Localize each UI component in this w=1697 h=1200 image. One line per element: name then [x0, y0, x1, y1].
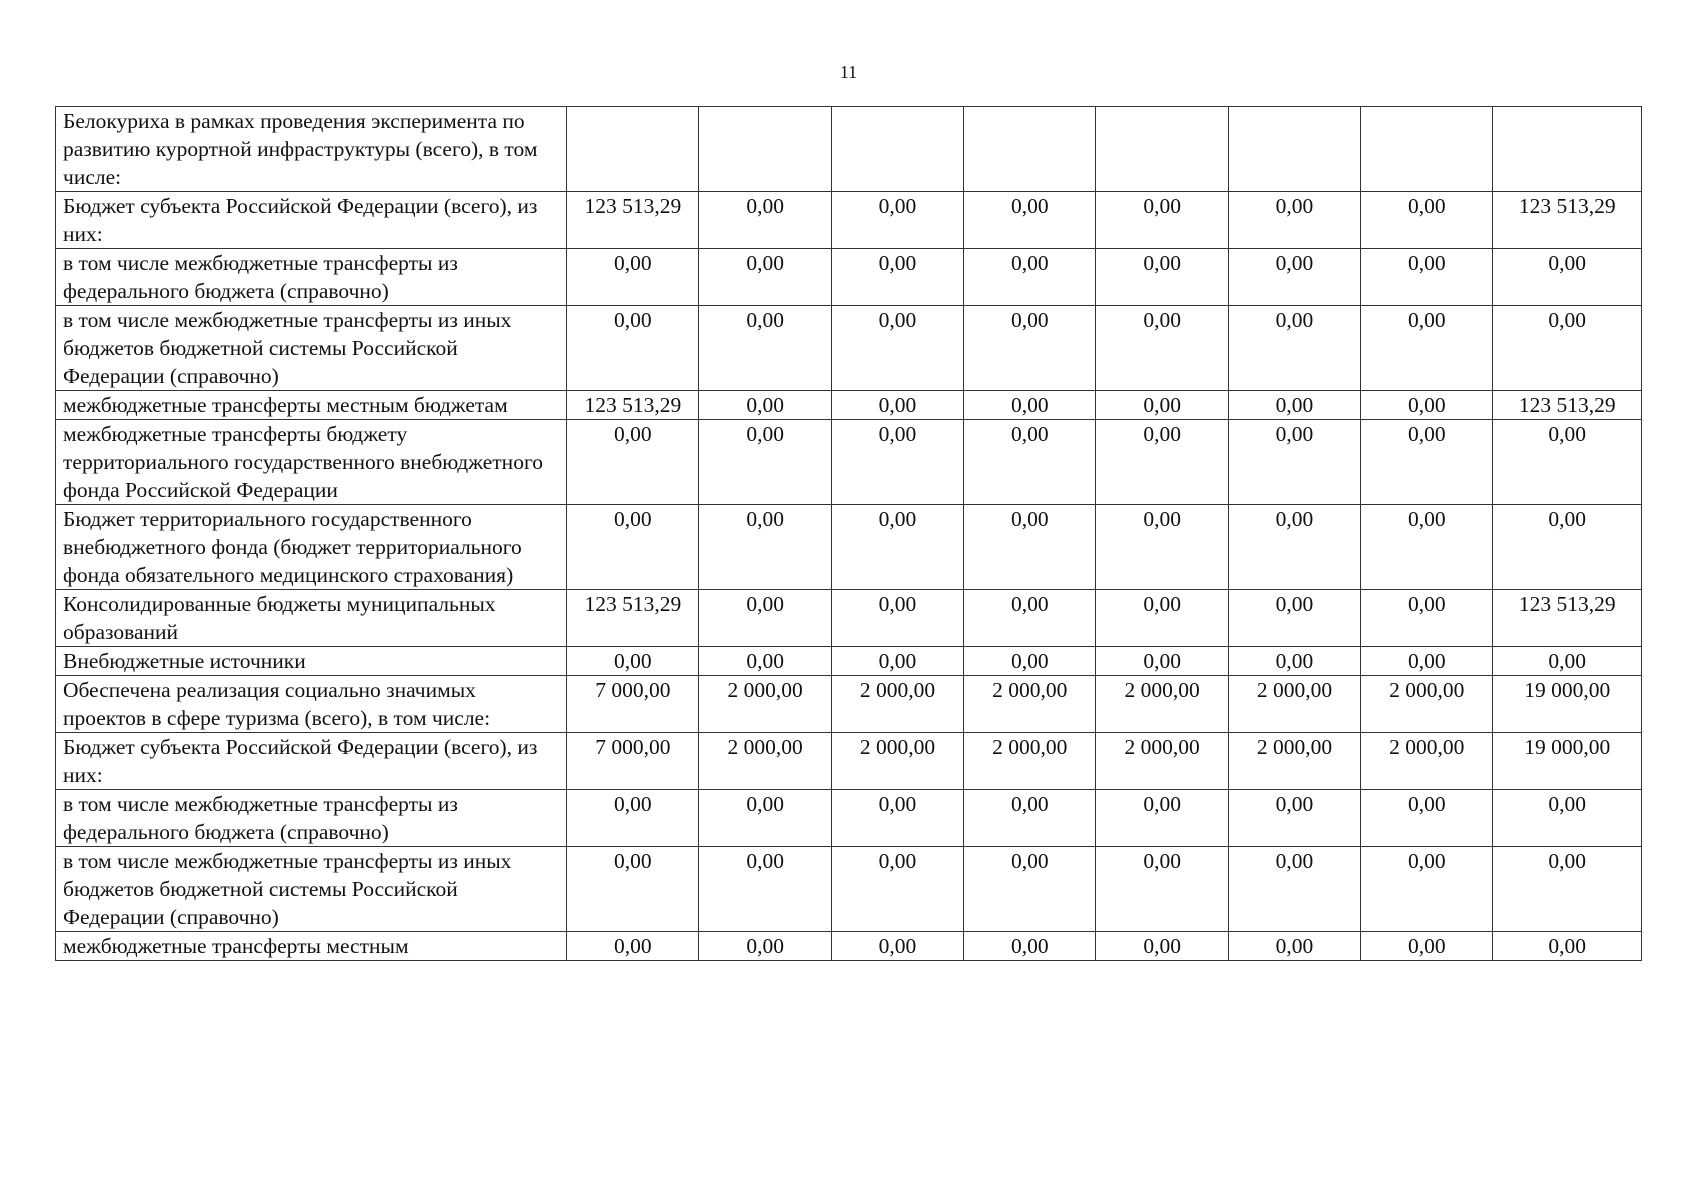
row-value-cell: 0,00 [831, 647, 963, 676]
table-row [56, 647, 1642, 676]
table-row [56, 932, 1642, 961]
row-value-cell [831, 107, 963, 192]
row-value-cell: 0,00 [567, 306, 699, 391]
table-row [56, 790, 1642, 847]
row-value-cell: 0,00 [1096, 590, 1228, 647]
row-value-cell: 0,00 [567, 790, 699, 847]
row-value-cell: 0,00 [831, 306, 963, 391]
row-value-cell: 2 000,00 [964, 676, 1096, 733]
row-value-cell: 0,00 [831, 249, 963, 306]
row-value-cell: 0,00 [699, 847, 831, 932]
row-value-cell: 0,00 [964, 932, 1096, 961]
row-value-cell: 0,00 [964, 790, 1096, 847]
row-value-cell: 0,00 [699, 505, 831, 590]
row-value-cell: 0,00 [964, 647, 1096, 676]
row-total-cell: 123 513,29 [1493, 192, 1642, 249]
row-value-cell: 0,00 [1361, 505, 1493, 590]
page-number: 11 [839, 62, 858, 82]
row-value-cell: 0,00 [964, 590, 1096, 647]
row-value-cell: 0,00 [1228, 391, 1360, 420]
budget-table [55, 106, 1642, 961]
row-value-cell: 0,00 [831, 391, 963, 420]
row-value-cell: 0,00 [1096, 192, 1228, 249]
row-value-cell: 0,00 [699, 590, 831, 647]
row-label: Бюджет субъекта Российской Федерации (всего), из них: [56, 192, 567, 249]
row-total-cell: 0,00 [1493, 306, 1642, 391]
row-value-cell: 0,00 [699, 647, 831, 676]
budget-table-body [56, 107, 1642, 961]
row-value-cell: 0,00 [1228, 590, 1360, 647]
row-value-cell: 2 000,00 [1361, 733, 1493, 790]
row-value-cell: 0,00 [699, 790, 831, 847]
row-value-cell: 0,00 [699, 391, 831, 420]
row-value-cell: 2 000,00 [831, 676, 963, 733]
row-value-cell: 0,00 [1096, 391, 1228, 420]
row-value-cell [1361, 107, 1493, 192]
row-label: межбюджетные трансферты бюджету территориального государственного внебюджетного фонда Российской Федерации [56, 420, 567, 505]
row-value-cell: 0,00 [567, 932, 699, 961]
row-value-cell: 0,00 [1361, 306, 1493, 391]
row-total-cell: 0,00 [1493, 249, 1642, 306]
row-value-cell: 0,00 [964, 847, 1096, 932]
row-label: Белокуриха в рамках проведения эксперимента по развитию курортной инфраструктуры (всего), в том числе: [56, 107, 567, 192]
row-value-cell: 0,00 [1361, 847, 1493, 932]
table-row [56, 733, 1642, 790]
row-label: Обеспечена реализация социально значимых проектов в сфере туризма (всего), в том числе: [56, 676, 567, 733]
row-label: в том числе межбюджетные трансферты из иных бюджетов бюджетной системы Российской Федерации (справочно) [56, 847, 567, 932]
row-total-cell: 0,00 [1493, 420, 1642, 505]
row-label: в том числе межбюджетные трансферты из федерального бюджета (справочно) [56, 790, 567, 847]
row-value-cell: 0,00 [831, 505, 963, 590]
row-value-cell: 0,00 [567, 505, 699, 590]
row-value-cell: 2 000,00 [1096, 676, 1228, 733]
row-value-cell: 0,00 [1096, 249, 1228, 306]
row-value-cell: 0,00 [964, 192, 1096, 249]
table-row [56, 249, 1642, 306]
row-value-cell: 0,00 [1361, 192, 1493, 249]
row-total-cell: 0,00 [1493, 847, 1642, 932]
row-value-cell: 0,00 [1361, 391, 1493, 420]
row-value-cell: 7 000,00 [567, 676, 699, 733]
row-value-cell [1096, 107, 1228, 192]
row-value-cell: 0,00 [567, 647, 699, 676]
table-row [56, 306, 1642, 391]
row-label: Бюджет территориального государственного внебюджетного фонда (бюджет территориального фонда обязательного медицинского страхования) [56, 505, 567, 590]
row-value-cell: 2 000,00 [1228, 733, 1360, 790]
table-row [56, 505, 1642, 590]
row-value-cell: 7 000,00 [567, 733, 699, 790]
table-row [56, 847, 1642, 932]
row-label: межбюджетные трансферты местным [56, 932, 567, 961]
row-value-cell: 0,00 [1361, 249, 1493, 306]
row-value-cell: 2 000,00 [699, 733, 831, 790]
row-total-cell: 0,00 [1493, 790, 1642, 847]
row-value-cell: 0,00 [1096, 647, 1228, 676]
row-value-cell: 0,00 [831, 847, 963, 932]
row-value-cell: 0,00 [1361, 647, 1493, 676]
row-label: Консолидированные бюджеты муниципальных образований [56, 590, 567, 647]
row-value-cell: 0,00 [567, 420, 699, 505]
row-value-cell: 2 000,00 [1228, 676, 1360, 733]
row-total-cell: 123 513,29 [1493, 391, 1642, 420]
row-value-cell: 0,00 [831, 420, 963, 505]
row-value-cell: 0,00 [699, 192, 831, 249]
row-value-cell: 0,00 [699, 932, 831, 961]
row-value-cell: 0,00 [567, 249, 699, 306]
row-value-cell: 0,00 [831, 590, 963, 647]
row-value-cell: 0,00 [699, 249, 831, 306]
table-row [56, 391, 1642, 420]
row-value-cell: 0,00 [1096, 505, 1228, 590]
row-value-cell: 123 513,29 [567, 590, 699, 647]
row-value-cell: 0,00 [964, 306, 1096, 391]
table-row [56, 676, 1642, 733]
table-row [56, 420, 1642, 505]
row-value-cell: 0,00 [699, 306, 831, 391]
row-value-cell: 0,00 [1228, 306, 1360, 391]
row-value-cell: 0,00 [831, 790, 963, 847]
row-label: в том числе межбюджетные трансферты из иных бюджетов бюджетной системы Российской Федерации (справочно) [56, 306, 567, 391]
row-value-cell: 123 513,29 [567, 192, 699, 249]
row-value-cell: 0,00 [567, 847, 699, 932]
table-row [56, 192, 1642, 249]
row-value-cell: 123 513,29 [567, 391, 699, 420]
row-value-cell: 2 000,00 [699, 676, 831, 733]
row-total-cell: 19 000,00 [1493, 676, 1642, 733]
row-total-cell: 0,00 [1493, 505, 1642, 590]
row-value-cell: 0,00 [1096, 790, 1228, 847]
row-total-cell: 0,00 [1493, 932, 1642, 961]
row-value-cell: 0,00 [1228, 420, 1360, 505]
row-value-cell [699, 107, 831, 192]
row-value-cell: 0,00 [1096, 932, 1228, 961]
row-value-cell [1228, 107, 1360, 192]
row-total-cell [1493, 107, 1642, 192]
table-row [56, 590, 1642, 647]
row-value-cell: 0,00 [1228, 505, 1360, 590]
row-value-cell: 0,00 [1228, 847, 1360, 932]
row-value-cell: 0,00 [1361, 420, 1493, 505]
row-value-cell: 0,00 [964, 249, 1096, 306]
row-value-cell: 0,00 [1096, 306, 1228, 391]
table-row [56, 107, 1642, 192]
row-label: межбюджетные трансферты местным бюджетам [56, 391, 567, 420]
row-total-cell: 123 513,29 [1493, 590, 1642, 647]
row-label: Бюджет субъекта Российской Федерации (всего), из них: [56, 733, 567, 790]
row-value-cell: 0,00 [964, 391, 1096, 420]
row-total-cell: 0,00 [1493, 647, 1642, 676]
row-value-cell: 2 000,00 [1361, 676, 1493, 733]
row-value-cell: 2 000,00 [1096, 733, 1228, 790]
row-value-cell: 0,00 [1096, 847, 1228, 932]
row-value-cell: 0,00 [964, 420, 1096, 505]
row-label: в том числе межбюджетные трансферты из федерального бюджета (справочно) [56, 249, 567, 306]
row-value-cell: 0,00 [699, 420, 831, 505]
row-value-cell: 2 000,00 [831, 733, 963, 790]
row-value-cell: 0,00 [1228, 249, 1360, 306]
row-value-cell: 0,00 [1361, 932, 1493, 961]
row-value-cell: 0,00 [964, 505, 1096, 590]
row-value-cell: 2 000,00 [964, 733, 1096, 790]
row-total-cell: 19 000,00 [1493, 733, 1642, 790]
row-value-cell [964, 107, 1096, 192]
row-value-cell: 0,00 [1361, 790, 1493, 847]
row-value-cell: 0,00 [1228, 932, 1360, 961]
row-value-cell: 0,00 [1228, 192, 1360, 249]
row-label: Внебюджетные источники [56, 647, 567, 676]
row-value-cell: 0,00 [1361, 590, 1493, 647]
row-value-cell: 0,00 [1096, 420, 1228, 505]
row-value-cell: 0,00 [831, 192, 963, 249]
row-value-cell: 0,00 [1228, 790, 1360, 847]
row-value-cell: 0,00 [831, 932, 963, 961]
row-value-cell: 0,00 [1228, 647, 1360, 676]
row-value-cell [567, 107, 699, 192]
